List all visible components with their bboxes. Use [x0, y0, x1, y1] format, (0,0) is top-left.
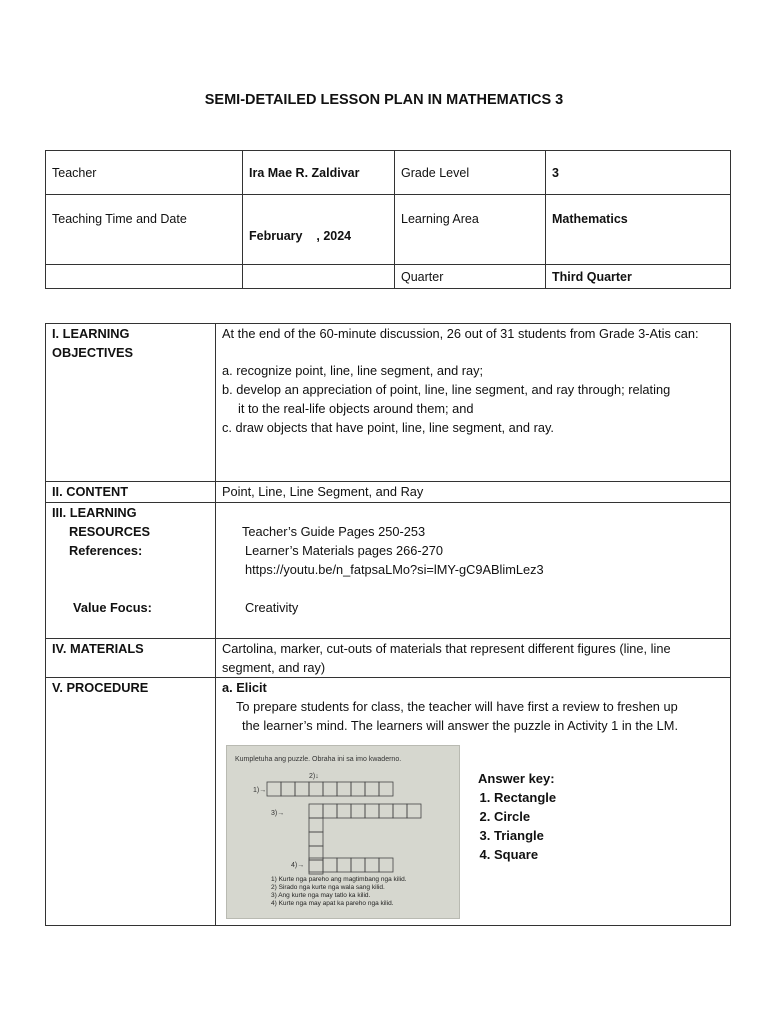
- empty-cell: [46, 265, 243, 289]
- teacher-value: Ira Mae R. Zaldivar: [243, 151, 395, 195]
- materials-label: IV. MATERIALS: [46, 639, 216, 678]
- answer-item: 2. Circle: [494, 807, 556, 826]
- spacer: [222, 503, 724, 522]
- reference-teachers-guide: Teacher’s Guide Pages 250-253: [242, 524, 426, 539]
- answer-key-title: Answer key:: [478, 771, 555, 786]
- answer-item: 1. Rectangle: [494, 788, 556, 807]
- crossword-grid: [267, 782, 421, 874]
- crossword-cell: [351, 782, 365, 796]
- crossword-cell: [323, 804, 337, 818]
- resources-label-line2: RESOURCES: [69, 524, 151, 539]
- page-title: SEMI-DETAILED LESSON PLAN IN MATHEMATICS 3: [204, 92, 564, 108]
- puzzle-clue-3: 3) Ang kurte nga may tatlo ka kilid.: [271, 892, 371, 899]
- crossword-cell: [365, 782, 379, 796]
- elicit-text-line1: To prepare students for class, the teacher will have first a review to freshen up: [236, 699, 678, 714]
- objective-c: c. draw objects that have point, line, line segment, and ray.: [222, 420, 554, 435]
- teacher-label: Teacher: [46, 151, 243, 195]
- objectives-body: [216, 324, 731, 482]
- objective-b-continued: it to the real-life objects around them; and: [238, 401, 474, 416]
- references-label: References:: [69, 543, 143, 558]
- crossword-cell: [337, 804, 351, 818]
- crossword-cell: [351, 804, 365, 818]
- reference-video-link[interactable]: https://youtu.be/n_fatpsaLMo?si=lMY-gC9ABlimLez3: [245, 562, 544, 577]
- crossword-cell: [337, 858, 351, 872]
- puzzle-number-4: 4)→: [291, 862, 305, 869]
- crossword-cell: [309, 804, 323, 818]
- lesson-plan-table: [45, 323, 731, 926]
- content-label: II. CONTENT: [46, 482, 216, 503]
- crossword-cell: [281, 782, 295, 796]
- elicit-title: a. Elicit: [222, 680, 267, 695]
- crossword-cell: [379, 804, 393, 818]
- crossword-cell: [323, 858, 337, 872]
- crossword-cell: [323, 782, 337, 796]
- puzzle-number-2: 2)↓: [309, 773, 319, 780]
- crossword-cell: [407, 804, 421, 818]
- elicit-activity: [222, 745, 724, 925]
- grade-level-value: 3: [546, 151, 731, 195]
- crossword-cell: [337, 782, 351, 796]
- resources-body: [216, 503, 731, 639]
- resources-label: [46, 503, 216, 639]
- crossword-cell: [351, 858, 365, 872]
- crossword-puzzle-image: [226, 745, 460, 919]
- elicit-text-line2: the learner’s mind. The learners will answer the puzzle in Activity 1 in the LM.: [242, 718, 679, 733]
- procedure-body: [216, 678, 731, 926]
- spacer: [222, 579, 724, 598]
- puzzle-heading: Kumpletuha ang puzzle. Obraha ini sa imo kwaderno.: [235, 756, 402, 763]
- crossword-cell: [365, 858, 379, 872]
- crossword-cell: [309, 818, 323, 832]
- crossword-cell: [309, 782, 323, 796]
- crossword-cell: [393, 804, 407, 818]
- teaching-date-value: February , 2024: [243, 195, 395, 265]
- answer-item: 4. Square: [494, 845, 556, 864]
- objective-a: a. recognize point, line, line segment, and ray;: [222, 363, 484, 378]
- puzzle-clue-1: 1) Kurte nga pareho ang magtimbang nga kilid.: [271, 876, 407, 883]
- value-focus-value: Creativity: [245, 600, 299, 615]
- lesson-info-table: [45, 150, 731, 289]
- crossword-cell: [365, 804, 379, 818]
- reference-learners-materials: Learner’s Materials pages 266-270: [245, 543, 444, 558]
- resources-label-line1: III. LEARNING: [52, 505, 137, 520]
- value-focus-label: Value Focus:: [73, 600, 152, 615]
- puzzle-number-1: 1)→: [253, 787, 267, 794]
- crossword-cell: [295, 782, 309, 796]
- crossword-cell: [379, 782, 393, 796]
- objectives-label: I. LEARNING OBJECTIVES: [46, 324, 216, 482]
- objectives-intro: At the end of the 60-minute discussion, 26 out of 31 students from Grade 3-Atis can:: [222, 326, 699, 341]
- spacer: [52, 560, 209, 598]
- puzzle-clue-4: 4) Kurte nga may apat ka pareho nga kilid.: [271, 900, 394, 907]
- content-value: Point, Line, Line Segment, and Ray: [216, 482, 731, 503]
- procedure-label: V. PROCEDURE: [46, 678, 216, 926]
- answer-item: 3. Triangle: [494, 826, 556, 845]
- crossword-cell: [379, 858, 393, 872]
- puzzle-number-3: 3)→: [271, 810, 285, 817]
- empty-cell: [243, 265, 395, 289]
- learning-area-value: Mathematics: [546, 195, 731, 265]
- quarter-label: Quarter: [395, 265, 546, 289]
- materials-value: Cartolina, marker, cut-outs of materials that represent different figures (line, line segment, and ray): [216, 639, 731, 678]
- teaching-time-label: Teaching Time and Date: [46, 195, 243, 265]
- puzzle-clue-2: 2) Sirado nga kurte nga wala sang kilid.: [271, 884, 385, 891]
- crossword-cell: [309, 832, 323, 846]
- answer-list: [468, 788, 556, 864]
- objective-b: b. develop an appreciation of point, line, line segment, and ray through; relating: [222, 382, 671, 397]
- crossword-cell: [267, 782, 281, 796]
- grade-level-label: Grade Level: [395, 151, 546, 195]
- answer-key: [468, 769, 556, 864]
- quarter-value: Third Quarter: [546, 265, 731, 289]
- learning-area-label: Learning Area: [395, 195, 546, 265]
- spacer: [222, 343, 724, 361]
